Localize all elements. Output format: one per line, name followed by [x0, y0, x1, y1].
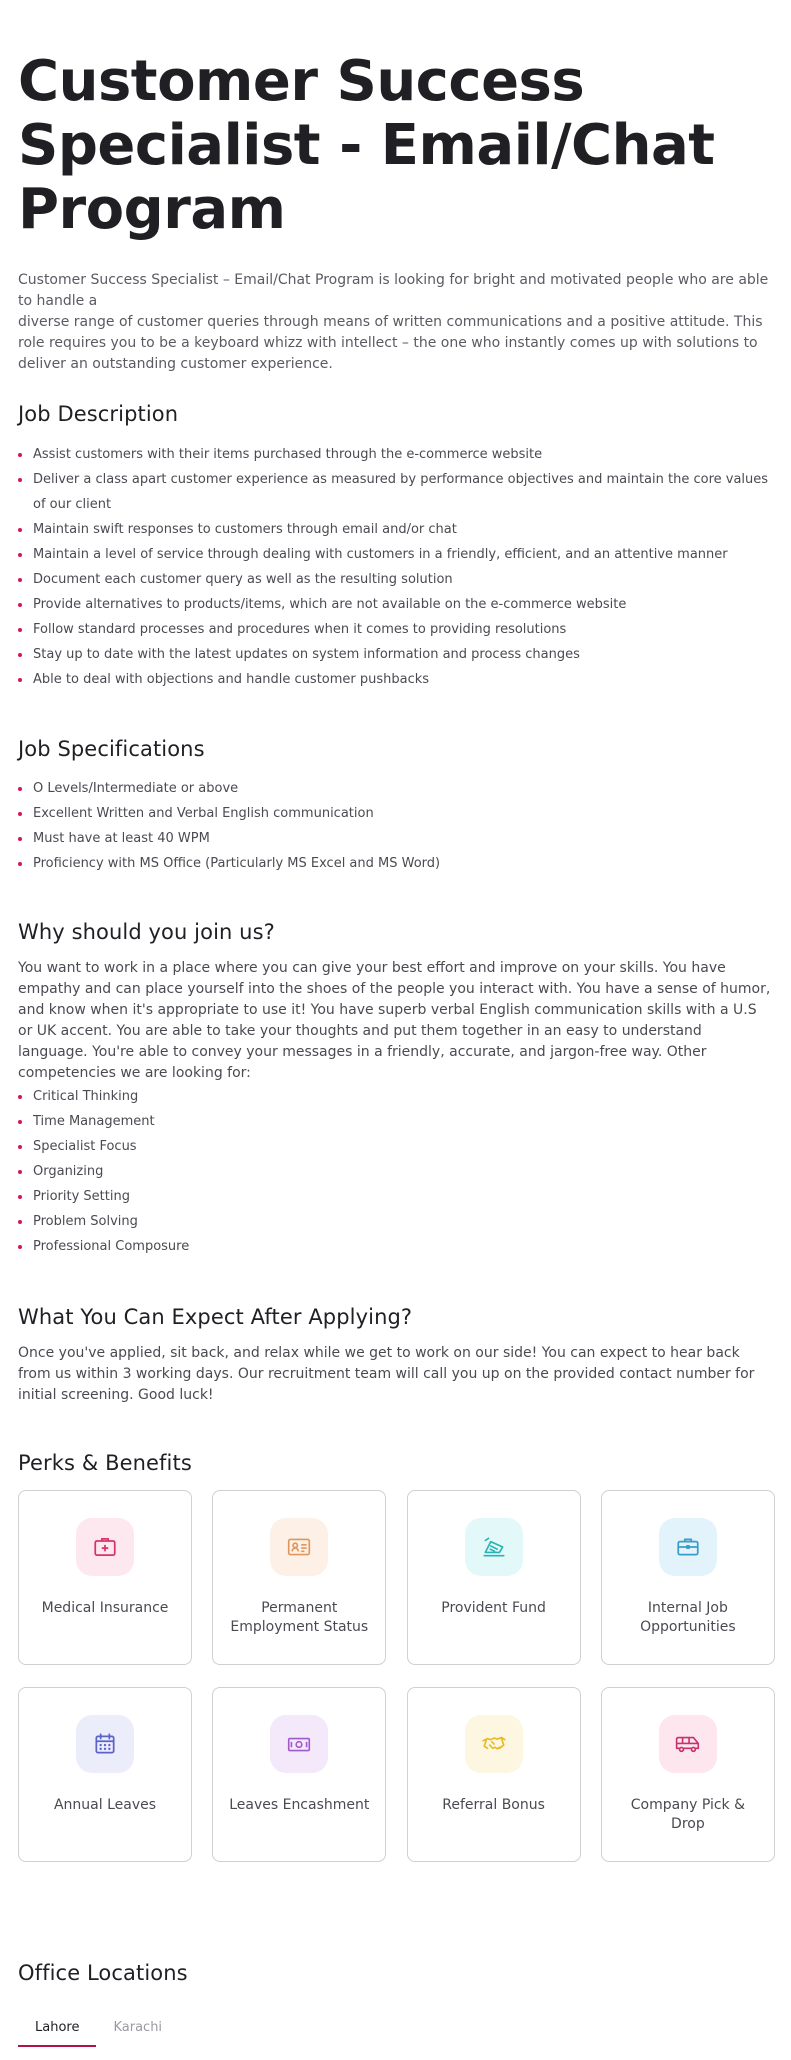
job-specifications-list: [18, 776, 775, 876]
perk-card: [601, 1687, 775, 1862]
tab-lahore[interactable]: Lahore: [18, 2016, 96, 2046]
list-item: O Levels/Intermediate or above: [18, 776, 775, 801]
intro-line: Customer Success Specialist – Email/Chat Program is looking for bright and motivated people who are able to handle a: [18, 272, 769, 309]
perk-label: Medical Insurance: [41, 1600, 169, 1616]
calendar-icon: [76, 1715, 134, 1773]
intro-line: deliver an outstanding customer experience.: [18, 356, 333, 372]
intro-section: [18, 272, 775, 372]
after-applying-paragraph: Once you've applied, sit back, and relax while we get to work on our side! You can expect to hear back from us within 3 working days. Our recruitment team will call you up on the provided contact number for initial screening. Good luck!: [18, 1345, 755, 1403]
why-join-paragraph: You want to work in a place where you can give your best effort and improve on your skills. You have empathy and can place yourself into the shoes of the people you interact with. You have a sense of humor, and know when it's appropriate to use it! You have superb verbal English communication skills with a U.S or UK accent. You are able to take your thoughts and put them together in an easy to understand language. You're able to convey your messages in a friendly, accurate, and jargon-free way. Other competencies we are looking for:: [18, 960, 771, 1081]
briefcase-icon: [659, 1518, 717, 1576]
perk-label: Provident Fund: [441, 1600, 546, 1616]
office-locations-heading: Office Locations: [18, 1961, 188, 1985]
perk-card: [601, 1490, 775, 1665]
list-item: Able to deal with objections and handle customer pushbacks: [18, 667, 775, 692]
list-item: Critical Thinking: [18, 1084, 775, 1109]
list-item: Professional Composure: [18, 1234, 775, 1259]
perk-card: [407, 1490, 581, 1665]
why-join-heading: Why should you join us?: [18, 920, 275, 944]
list-item: Document each customer query as well as the resulting solution: [18, 567, 775, 592]
list-item: Follow standard processes and procedures when it comes to providing resolutions: [18, 617, 775, 642]
job-specifications-heading: Job Specifications: [18, 737, 205, 761]
perk-label: Annual Leaves: [53, 1797, 157, 1813]
perk-label: Referral Bonus: [442, 1797, 545, 1813]
job-description-list: [18, 442, 775, 692]
list-item: Maintain swift responses to customers through email and/or chat: [18, 517, 775, 542]
perk-card: [407, 1687, 581, 1862]
list-item: Provide alternatives to products/items, which are not available on the e-commerce website: [18, 592, 775, 617]
perk-card: [18, 1687, 192, 1862]
van-icon: [659, 1715, 717, 1773]
list-item: Stay up to date with the latest updates on system information and process changes: [18, 642, 775, 667]
list-item: Excellent Written and Verbal English communication: [18, 801, 775, 826]
list-item: Time Management: [18, 1109, 775, 1134]
handshake-icon: [465, 1715, 523, 1773]
tab-karachi[interactable]: Karachi: [113, 2020, 163, 2035]
list-item: Deliver a class apart customer experience as measured by performance objectives and maintain the core values of our client: [18, 467, 775, 517]
perk-label: Internal Job Opportunities: [640, 1600, 736, 1635]
perks-heading: Perks & Benefits: [18, 1451, 192, 1475]
list-item: Problem Solving: [18, 1209, 775, 1234]
after-applying-heading: What You Can Expect After Applying?: [18, 1305, 413, 1329]
intro-line: diverse range of customer queries through means of written communications and a positive attitude. This: [18, 314, 763, 330]
money-hand-icon: [465, 1518, 523, 1576]
list-item: Maintain a level of service through dealing with customers in a friendly, efficient, and an attentive manner: [18, 542, 775, 567]
list-item: Specialist Focus: [18, 1134, 775, 1159]
list-item: Assist customers with their items purchased through the e-commerce website: [18, 442, 775, 467]
perks-grid: [18, 1490, 775, 1862]
perk-card: [212, 1687, 386, 1862]
page-title: Customer Success Specialist - Email/Chat Program: [18, 49, 715, 242]
perk-card: [212, 1490, 386, 1665]
perk-label: Leaves Encashment: [229, 1797, 370, 1813]
list-item: Priority Setting: [18, 1184, 775, 1209]
list-item: Organizing: [18, 1159, 775, 1184]
office-location-tabs: [18, 2016, 179, 2046]
banknote-icon: [270, 1715, 328, 1773]
id-card-icon: [270, 1518, 328, 1576]
competencies-list: [18, 1084, 775, 1259]
intro-paragraph: [18, 270, 775, 375]
job-description-heading: Job Description: [18, 402, 179, 426]
perk-label: Company Pick & Drop: [630, 1797, 746, 1832]
list-item: Must have at least 40 WPM: [18, 826, 775, 851]
list-item: Proficiency with MS Office (Particularly MS Excel and MS Word): [18, 851, 775, 876]
medical-kit-icon: [76, 1518, 134, 1576]
perk-card: [18, 1490, 192, 1665]
intro-line: role requires you to be a keyboard whizz with intellect – the one who instantly comes up with solutions to: [18, 335, 758, 351]
perk-label: Permanent Employment Status: [230, 1600, 369, 1635]
